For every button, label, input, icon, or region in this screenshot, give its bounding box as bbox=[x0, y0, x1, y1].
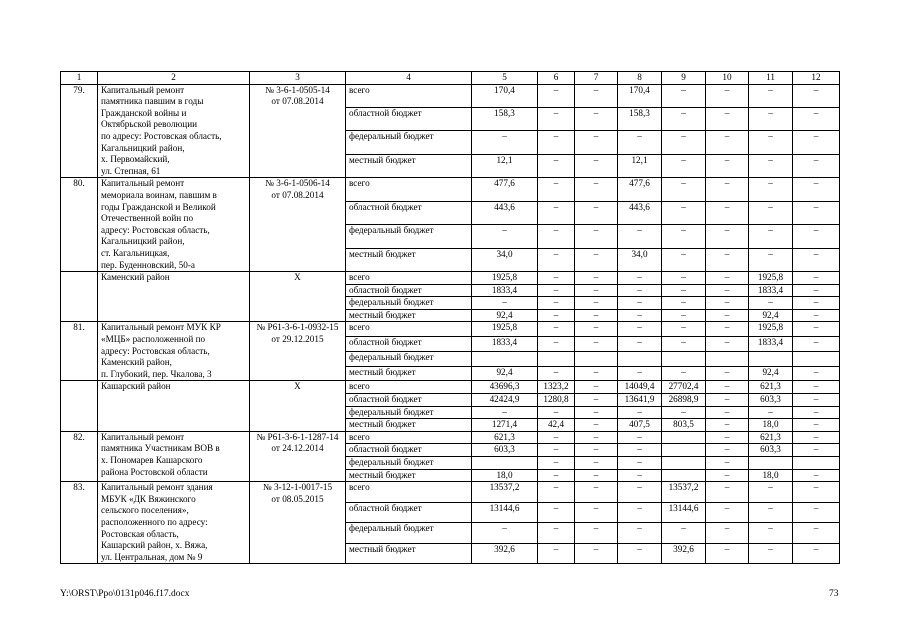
table-row bbox=[61, 381, 840, 394]
value-cell: – bbox=[575, 482, 618, 503]
value-cell: – bbox=[618, 309, 662, 322]
value-cell: – bbox=[538, 272, 575, 285]
value-cell: – bbox=[706, 309, 749, 322]
value-cell: 1925,8 bbox=[749, 272, 793, 285]
value-cell: – bbox=[793, 543, 840, 564]
funding-source-cell: местный бюджет bbox=[346, 419, 472, 432]
value-cell: – bbox=[662, 84, 706, 107]
value-cell: – bbox=[538, 469, 575, 482]
value-cell bbox=[575, 351, 618, 366]
document-ref-cell: Х bbox=[250, 381, 346, 431]
value-cell: – bbox=[706, 284, 749, 297]
funding-source-cell: местный бюджет bbox=[346, 469, 472, 482]
value-cell: – bbox=[662, 201, 706, 224]
value-cell: – bbox=[793, 406, 840, 419]
table-row bbox=[61, 84, 840, 107]
value-cell: – bbox=[575, 225, 618, 248]
value-cell: – bbox=[749, 523, 793, 544]
document-ref-cell: № Р61-3-6-1-0932-15 от 29.12.2015 bbox=[250, 322, 346, 381]
value-cell bbox=[749, 351, 793, 366]
footer-page-number: 73 bbox=[829, 589, 839, 599]
value-cell: 42424,9 bbox=[472, 394, 538, 407]
value-cell: – bbox=[575, 457, 618, 470]
value-cell: – bbox=[749, 543, 793, 564]
value-cell: – bbox=[749, 297, 793, 310]
value-cell: – bbox=[575, 469, 618, 482]
value-cell: – bbox=[706, 444, 749, 457]
value-cell: – bbox=[706, 84, 749, 107]
value-cell: – bbox=[618, 482, 662, 503]
value-cell: – bbox=[793, 84, 840, 107]
value-cell: 170,4 bbox=[618, 84, 662, 107]
value-cell: – bbox=[618, 406, 662, 419]
value-cell: – bbox=[793, 154, 840, 177]
funding-source-cell: областной бюджет bbox=[346, 108, 472, 131]
value-cell: – bbox=[749, 225, 793, 248]
value-cell: – bbox=[749, 154, 793, 177]
value-cell: – bbox=[618, 322, 662, 337]
value-cell: – bbox=[538, 297, 575, 310]
value-cell: – bbox=[538, 178, 575, 201]
value-cell: – bbox=[706, 337, 749, 352]
value-cell: – bbox=[706, 272, 749, 285]
header-cell: 8 bbox=[618, 72, 662, 85]
funding-source-cell: федеральный бюджет bbox=[346, 351, 472, 366]
value-cell: – bbox=[575, 84, 618, 107]
value-cell: – bbox=[793, 381, 840, 394]
value-cell: – bbox=[706, 366, 749, 381]
funding-source-cell: областной бюджет bbox=[346, 394, 472, 407]
value-cell: – bbox=[618, 284, 662, 297]
value-cell: 13144,6 bbox=[662, 502, 706, 523]
value-cell: – bbox=[662, 523, 706, 544]
value-cell: – bbox=[706, 297, 749, 310]
value-cell: – bbox=[618, 431, 662, 444]
value-cell: – bbox=[575, 309, 618, 322]
value-cell: – bbox=[575, 444, 618, 457]
value-cell: – bbox=[793, 272, 840, 285]
value-cell: 477,6 bbox=[618, 178, 662, 201]
value-cell: – bbox=[618, 502, 662, 523]
value-cell: – bbox=[575, 154, 618, 177]
value-cell: – bbox=[706, 523, 749, 544]
value-cell: – bbox=[749, 178, 793, 201]
header-cell: 6 bbox=[538, 72, 575, 85]
funding-source-cell: местный бюджет bbox=[346, 366, 472, 381]
value-cell: – bbox=[472, 131, 538, 154]
value-cell: – bbox=[538, 108, 575, 131]
row-number-cell bbox=[61, 272, 98, 322]
value-cell: – bbox=[662, 272, 706, 285]
value-cell: – bbox=[618, 444, 662, 457]
value-cell: 1925,8 bbox=[472, 272, 538, 285]
value-cell: 170,4 bbox=[472, 84, 538, 107]
funding-source-cell: федеральный бюджет bbox=[346, 406, 472, 419]
value-cell: – bbox=[749, 201, 793, 224]
value-cell: 158,3 bbox=[472, 108, 538, 131]
value-cell: – bbox=[662, 366, 706, 381]
value-cell bbox=[749, 457, 793, 470]
value-cell: – bbox=[538, 444, 575, 457]
value-cell: – bbox=[538, 337, 575, 352]
funding-source-cell: всего bbox=[346, 178, 472, 201]
header-cell: 3 bbox=[250, 72, 346, 85]
header-row bbox=[61, 72, 840, 85]
value-cell: – bbox=[575, 406, 618, 419]
value-cell: – bbox=[793, 431, 840, 444]
value-cell: – bbox=[575, 419, 618, 432]
value-cell: – bbox=[793, 131, 840, 154]
table-body bbox=[61, 72, 840, 564]
value-cell: – bbox=[793, 248, 840, 271]
document-ref-cell: № 3-6-1-0506-14 от 07.08.2014 bbox=[250, 178, 346, 272]
value-cell: 34,0 bbox=[472, 248, 538, 271]
value-cell: – bbox=[575, 337, 618, 352]
table-row bbox=[61, 178, 840, 201]
value-cell: 18,0 bbox=[749, 469, 793, 482]
table-row bbox=[61, 431, 840, 444]
value-cell: 1833,4 bbox=[749, 337, 793, 352]
value-cell: 92,4 bbox=[749, 366, 793, 381]
value-cell: 621,3 bbox=[749, 381, 793, 394]
value-cell: – bbox=[662, 322, 706, 337]
funding-source-cell: федеральный бюджет bbox=[346, 297, 472, 310]
document-ref-cell: № 3-6-1-0505-14 от 07.08.2014 bbox=[250, 84, 346, 178]
value-cell: 26898,9 bbox=[662, 394, 706, 407]
value-cell: – bbox=[706, 248, 749, 271]
value-cell: – bbox=[793, 309, 840, 322]
value-cell bbox=[472, 351, 538, 366]
value-cell: – bbox=[538, 131, 575, 154]
value-cell: – bbox=[618, 523, 662, 544]
value-cell: – bbox=[662, 309, 706, 322]
row-number-cell: 79. bbox=[61, 84, 98, 178]
value-cell: 621,3 bbox=[472, 431, 538, 444]
value-cell: – bbox=[749, 84, 793, 107]
value-cell: – bbox=[618, 469, 662, 482]
value-cell: – bbox=[618, 543, 662, 564]
value-cell: 603,3 bbox=[749, 444, 793, 457]
value-cell: – bbox=[618, 337, 662, 352]
value-cell: 1925,8 bbox=[749, 322, 793, 337]
value-cell bbox=[793, 351, 840, 366]
value-cell: – bbox=[706, 381, 749, 394]
header-cell: 4 bbox=[346, 72, 472, 85]
value-cell: – bbox=[538, 457, 575, 470]
table-row bbox=[61, 482, 840, 503]
value-cell: 42,4 bbox=[538, 419, 575, 432]
value-cell: 92,4 bbox=[472, 309, 538, 322]
value-cell: 18,0 bbox=[472, 469, 538, 482]
value-cell: – bbox=[538, 248, 575, 271]
value-cell: – bbox=[538, 84, 575, 107]
document-ref-cell: № Р61-3-6-1-1287-14 от 24.12.2014 bbox=[250, 431, 346, 481]
value-cell: – bbox=[706, 406, 749, 419]
value-cell: – bbox=[538, 523, 575, 544]
funding-source-cell: всего bbox=[346, 431, 472, 444]
value-cell: 43696,3 bbox=[472, 381, 538, 394]
value-cell: – bbox=[662, 406, 706, 419]
funding-source-cell: всего bbox=[346, 84, 472, 107]
value-cell: – bbox=[538, 201, 575, 224]
funding-source-cell: федеральный бюджет bbox=[346, 225, 472, 248]
funding-source-cell: всего bbox=[346, 272, 472, 285]
value-cell: – bbox=[793, 482, 840, 503]
object-name-cell: Капитальный ремонт здания МБУК «ДК Вяжинского сельского поселения», расположенного по адресу: Ростовская область, Кашарский район, х. Вяжа, ул. Центральная, дом № 9 bbox=[98, 482, 250, 564]
value-cell: – bbox=[706, 108, 749, 131]
funding-source-cell: всего bbox=[346, 482, 472, 503]
value-cell bbox=[662, 351, 706, 366]
value-cell: – bbox=[538, 309, 575, 322]
value-cell: – bbox=[706, 394, 749, 407]
value-cell: 92,4 bbox=[749, 309, 793, 322]
value-cell: – bbox=[575, 131, 618, 154]
row-number-cell: 82. bbox=[61, 431, 98, 481]
value-cell: – bbox=[618, 297, 662, 310]
value-cell: – bbox=[793, 322, 840, 337]
value-cell: – bbox=[575, 248, 618, 271]
value-cell: – bbox=[706, 225, 749, 248]
funding-source-cell: областной бюджет bbox=[346, 502, 472, 523]
object-name-cell: Капитальный ремонт МУК КР «МЦБ» расположенной по адресу: Ростовская область, Каменский район, п. Глубокий, пер. Чкалова, 3 bbox=[98, 322, 250, 381]
value-cell: – bbox=[472, 225, 538, 248]
value-cell: 1833,4 bbox=[749, 284, 793, 297]
value-cell: 158,3 bbox=[618, 108, 662, 131]
value-cell: 18,0 bbox=[749, 419, 793, 432]
value-cell: – bbox=[793, 419, 840, 432]
value-cell: – bbox=[472, 523, 538, 544]
value-cell: – bbox=[793, 337, 840, 352]
value-cell: – bbox=[706, 543, 749, 564]
table-row bbox=[61, 272, 840, 285]
value-cell: 1323,2 bbox=[538, 381, 575, 394]
value-cell: – bbox=[706, 419, 749, 432]
value-cell: 34,0 bbox=[618, 248, 662, 271]
value-cell: 12,1 bbox=[618, 154, 662, 177]
value-cell: – bbox=[662, 225, 706, 248]
funding-source-cell: федеральный бюджет bbox=[346, 457, 472, 470]
funding-source-cell: областной бюджет bbox=[346, 337, 472, 352]
value-cell bbox=[706, 351, 749, 366]
funding-source-cell: областной бюджет bbox=[346, 444, 472, 457]
row-number-cell: 80. bbox=[61, 178, 98, 272]
value-cell: 603,3 bbox=[749, 394, 793, 407]
value-cell: – bbox=[749, 108, 793, 131]
document-ref-cell: № 3-12-1-0017-15 от 08.05.2015 bbox=[250, 482, 346, 564]
value-cell bbox=[662, 444, 706, 457]
value-cell: 27702,4 bbox=[662, 381, 706, 394]
value-cell bbox=[472, 457, 538, 470]
value-cell: – bbox=[706, 178, 749, 201]
value-cell: – bbox=[575, 381, 618, 394]
value-cell: 1280,8 bbox=[538, 394, 575, 407]
funding-source-cell: областной бюджет bbox=[346, 284, 472, 297]
value-cell: – bbox=[575, 502, 618, 523]
financing-table bbox=[60, 71, 840, 564]
funding-source-cell: всего bbox=[346, 381, 472, 394]
value-cell: 603,3 bbox=[472, 444, 538, 457]
object-name-cell: Каменский район bbox=[98, 272, 250, 322]
value-cell bbox=[618, 351, 662, 366]
value-cell: – bbox=[575, 201, 618, 224]
value-cell: – bbox=[793, 469, 840, 482]
value-cell: 621,3 bbox=[749, 431, 793, 444]
value-cell: – bbox=[749, 131, 793, 154]
value-cell: – bbox=[793, 108, 840, 131]
value-cell: – bbox=[706, 431, 749, 444]
funding-source-cell: федеральный бюджет bbox=[346, 523, 472, 544]
header-cell: 9 bbox=[662, 72, 706, 85]
value-cell: – bbox=[793, 444, 840, 457]
value-cell: – bbox=[538, 482, 575, 503]
value-cell bbox=[793, 457, 840, 470]
value-cell: – bbox=[618, 366, 662, 381]
value-cell: – bbox=[538, 502, 575, 523]
value-cell: 92,4 bbox=[472, 366, 538, 381]
value-cell: – bbox=[575, 543, 618, 564]
value-cell: – bbox=[538, 225, 575, 248]
value-cell: – bbox=[662, 248, 706, 271]
value-cell: – bbox=[706, 482, 749, 503]
footer-file-path: Y:\ORST\Ppo\0131p046.f17.docx bbox=[60, 589, 190, 599]
value-cell: – bbox=[706, 131, 749, 154]
value-cell: – bbox=[662, 154, 706, 177]
value-cell: – bbox=[662, 337, 706, 352]
header-cell: 7 bbox=[575, 72, 618, 85]
funding-source-cell: местный бюджет bbox=[346, 543, 472, 564]
value-cell: – bbox=[575, 523, 618, 544]
value-cell: – bbox=[662, 108, 706, 131]
value-cell: – bbox=[538, 154, 575, 177]
value-cell: – bbox=[538, 406, 575, 419]
value-cell: – bbox=[749, 482, 793, 503]
value-cell: – bbox=[618, 272, 662, 285]
value-cell: – bbox=[575, 108, 618, 131]
object-name-cell: Капитальный ремонт мемориала воинам, павшим в годы Гражданской и Великой Отечественной войн по адресу: Ростовская область, Кагальницкий район, ст. Кагальницкая, пер. Буденновский, 50-а bbox=[98, 178, 250, 272]
value-cell: – bbox=[706, 457, 749, 470]
value-cell: – bbox=[618, 131, 662, 154]
value-cell: 1925,8 bbox=[472, 322, 538, 337]
value-cell: 13537,2 bbox=[472, 482, 538, 503]
header-cell: 12 bbox=[793, 72, 840, 85]
value-cell: – bbox=[472, 297, 538, 310]
funding-source-cell: федеральный бюджет bbox=[346, 131, 472, 154]
value-cell: – bbox=[793, 394, 840, 407]
row-number-cell: 81. bbox=[61, 322, 98, 381]
value-cell: – bbox=[575, 178, 618, 201]
value-cell: – bbox=[793, 178, 840, 201]
funding-source-cell: всего bbox=[346, 322, 472, 337]
table-row bbox=[61, 322, 840, 337]
value-cell: – bbox=[706, 322, 749, 337]
header-cell: 2 bbox=[98, 72, 250, 85]
value-cell: 443,6 bbox=[618, 201, 662, 224]
value-cell: 803,5 bbox=[662, 419, 706, 432]
value-cell: 392,6 bbox=[662, 543, 706, 564]
value-cell: – bbox=[793, 502, 840, 523]
value-cell: 13537,2 bbox=[662, 482, 706, 503]
value-cell: – bbox=[662, 297, 706, 310]
object-name-cell: Капитальный ремонт памятника павшим в годы Гражданской войны и Октябрьской революции по адресу: Ростовская область, Кагальницкий район, х. Первомайский, ул. Степная, 61 bbox=[98, 84, 250, 178]
value-cell: – bbox=[575, 297, 618, 310]
value-cell: 13144,6 bbox=[472, 502, 538, 523]
row-number-cell: 83. bbox=[61, 482, 98, 564]
value-cell: – bbox=[662, 284, 706, 297]
object-name-cell: Кашарский район bbox=[98, 381, 250, 431]
value-cell: 1271,4 bbox=[472, 419, 538, 432]
value-cell: – bbox=[618, 225, 662, 248]
value-cell: – bbox=[575, 272, 618, 285]
value-cell: – bbox=[538, 366, 575, 381]
value-cell: – bbox=[793, 366, 840, 381]
value-cell: – bbox=[575, 394, 618, 407]
value-cell: 13641,9 bbox=[618, 394, 662, 407]
value-cell: – bbox=[706, 154, 749, 177]
value-cell: – bbox=[749, 248, 793, 271]
value-cell: – bbox=[793, 284, 840, 297]
header-cell: 10 bbox=[706, 72, 749, 85]
object-name-cell: Капитальный ремонт памятника Участникам ВОВ в х. Пономарев Кашарского района Ростовской области bbox=[98, 431, 250, 481]
value-cell bbox=[662, 431, 706, 444]
value-cell: 14049,4 bbox=[618, 381, 662, 394]
value-cell: – bbox=[662, 178, 706, 201]
value-cell: – bbox=[662, 131, 706, 154]
document-ref-cell: Х bbox=[250, 272, 346, 322]
funding-source-cell: местный бюджет bbox=[346, 309, 472, 322]
row-number-cell bbox=[61, 381, 98, 431]
value-cell: – bbox=[749, 406, 793, 419]
value-cell: – bbox=[793, 297, 840, 310]
funding-source-cell: местный бюджет bbox=[346, 154, 472, 177]
value-cell: 392,6 bbox=[472, 543, 538, 564]
header-cell: 11 bbox=[749, 72, 793, 85]
value-cell: – bbox=[793, 225, 840, 248]
value-cell: – bbox=[538, 284, 575, 297]
value-cell: 1833,4 bbox=[472, 337, 538, 352]
header-cell: 1 bbox=[61, 72, 98, 85]
value-cell: 1833,4 bbox=[472, 284, 538, 297]
value-cell bbox=[662, 457, 706, 470]
value-cell: – bbox=[538, 322, 575, 337]
value-cell: – bbox=[575, 322, 618, 337]
value-cell: 12,1 bbox=[472, 154, 538, 177]
value-cell: – bbox=[575, 284, 618, 297]
value-cell bbox=[538, 351, 575, 366]
value-cell: – bbox=[793, 201, 840, 224]
funding-source-cell: областной бюджет bbox=[346, 201, 472, 224]
value-cell: – bbox=[749, 502, 793, 523]
value-cell: – bbox=[472, 406, 538, 419]
value-cell bbox=[662, 469, 706, 482]
funding-source-cell: местный бюджет bbox=[346, 248, 472, 271]
value-cell: – bbox=[793, 523, 840, 544]
header-cell: 5 bbox=[472, 72, 538, 85]
value-cell: 407,5 bbox=[618, 419, 662, 432]
value-cell: 443,6 bbox=[472, 201, 538, 224]
value-cell: – bbox=[618, 457, 662, 470]
value-cell: – bbox=[706, 201, 749, 224]
value-cell: 477,6 bbox=[472, 178, 538, 201]
value-cell: – bbox=[575, 431, 618, 444]
value-cell: – bbox=[575, 366, 618, 381]
value-cell: – bbox=[706, 502, 749, 523]
value-cell: – bbox=[538, 431, 575, 444]
value-cell: – bbox=[706, 469, 749, 482]
value-cell: – bbox=[538, 543, 575, 564]
